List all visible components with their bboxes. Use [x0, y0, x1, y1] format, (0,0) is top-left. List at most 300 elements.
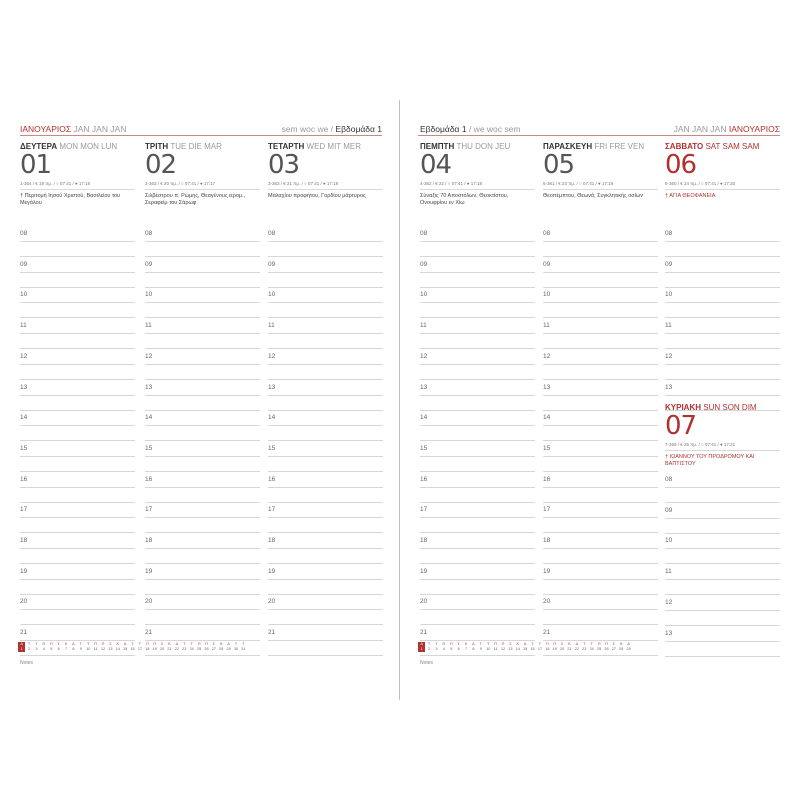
hour-rule: [20, 487, 135, 488]
day-header-02: [145, 142, 260, 207]
left-month-header: [20, 124, 126, 134]
minical-day: [92, 642, 99, 652]
day-name-gr: ΠΑΡΑΣΚΕΥΗ: [543, 142, 593, 151]
half-hour-rule: [420, 287, 535, 288]
hour-label: 20: [420, 598, 428, 606]
minical-day: [595, 642, 602, 652]
hour-label: 09: [665, 260, 673, 268]
minical-day: [55, 642, 62, 652]
day-divider: [665, 189, 780, 190]
minical-date: 18: [545, 647, 550, 651]
minical-day: [136, 642, 143, 652]
minical-weekday: Σ: [560, 642, 564, 646]
minical-weekday: Τ: [234, 642, 238, 646]
day-info: 7-359 / € 25 πμ. / ○ 07:41 / ● 17:21: [665, 442, 736, 447]
minical-date: 6: [457, 647, 460, 651]
hour-label: 19: [543, 567, 551, 575]
minical-weekday: Π: [449, 642, 453, 646]
hour-rule: [20, 456, 135, 457]
hour-label: 15: [145, 444, 153, 452]
half-hour-rule: [420, 471, 535, 472]
hour-rule: [20, 241, 135, 242]
minical-weekday: Τ: [435, 642, 438, 646]
half-hour-rule: [665, 287, 780, 288]
minical-weekday: Τ: [35, 642, 38, 646]
hour-rule: [20, 517, 135, 518]
week-label-other: sem woc we /: [281, 124, 334, 134]
hour-rule: [420, 640, 535, 641]
half-hour-rule: [145, 563, 260, 564]
minical-day: [529, 642, 536, 652]
half-hour-rule: [543, 563, 658, 564]
hour-label: 09: [20, 260, 28, 268]
half-hour-rule: [665, 348, 780, 349]
hour-label: 12: [20, 352, 28, 360]
hour-rule: [268, 364, 383, 365]
day-name-other: WED MIT MER: [306, 142, 362, 151]
half-hour-rule: [268, 440, 383, 441]
hour-rule: [145, 456, 260, 457]
hour-rule: [543, 333, 658, 334]
minical-weekday: Π: [442, 642, 446, 646]
minical-weekday: Τ: [487, 642, 490, 646]
hour-rule: [268, 456, 383, 457]
hour-rule: [145, 425, 260, 426]
minical-date: 2: [28, 647, 31, 651]
hour-rule: [268, 609, 383, 610]
half-hour-rule: [543, 317, 658, 318]
half-hour-rule: [543, 348, 658, 349]
minical-date: 28: [619, 647, 624, 651]
minical-date: 27: [611, 647, 616, 651]
right-page: [400, 0, 800, 800]
minical-day: [225, 642, 232, 652]
day-name-gr: ΠΕΜΠΤΗ: [420, 142, 455, 151]
minical-date: 8: [72, 647, 75, 651]
half-hour-rule: [268, 502, 383, 503]
hour-label: 18: [420, 537, 428, 544]
hour-rule: [420, 517, 535, 518]
hour-rule: [145, 548, 260, 549]
minical-date: 23: [582, 647, 587, 651]
minical-day: [166, 642, 173, 652]
hour-rule: [665, 241, 780, 242]
half-hour-rule: [665, 625, 780, 626]
half-hour-rule: [268, 287, 383, 288]
half-hour-rule: [268, 471, 383, 472]
half-hour-rule: [145, 471, 260, 472]
day-number: 07: [665, 411, 697, 441]
hour-label: 12: [665, 352, 673, 360]
hour-rule: [543, 395, 658, 396]
hour-label: 09: [268, 260, 276, 268]
hour-label: 14: [145, 414, 153, 422]
hour-label: 21: [20, 629, 28, 637]
hour-rule: [665, 641, 780, 642]
half-hour-rule: [543, 379, 658, 380]
minical-date: 5: [50, 647, 53, 651]
half-hour-rule: [665, 256, 780, 257]
minical-date: 21: [167, 647, 172, 651]
minical-weekday: Δ: [523, 642, 527, 646]
minical-date: 24: [589, 647, 594, 651]
month-name-other: JAN JAN JAN: [73, 124, 127, 134]
hour-rule: [420, 364, 535, 365]
nameday-text: Μαλαχίου προφήτου, Γορδίου μάρτυρος: [268, 193, 366, 199]
hour-rule: [145, 640, 260, 641]
hour-label: 20: [145, 598, 153, 606]
half-hour-rule: [420, 563, 535, 564]
day-divider: [420, 189, 535, 190]
minical-day: [40, 642, 47, 652]
hour-rule: [420, 425, 535, 426]
minical-date: 17: [137, 647, 143, 651]
hour-rule: [665, 395, 780, 396]
day-divider: [665, 450, 780, 451]
hour-label: 11: [145, 322, 152, 330]
minical-date: 7: [64, 647, 68, 651]
half-hour-rule: [665, 656, 780, 657]
hour-label: 14: [20, 414, 28, 422]
hour-rule: [268, 302, 383, 303]
hour-label: 14: [420, 414, 428, 422]
hour-label: 15: [20, 444, 28, 452]
hour-label: 10: [268, 291, 276, 299]
month-name-other: JAN JAN JAN: [673, 124, 727, 134]
hour-label: 19: [145, 567, 153, 575]
half-hour-rule: [543, 655, 658, 656]
day-name-other: SUN SON DIM: [703, 403, 757, 412]
hour-rule: [20, 272, 135, 273]
minical-date: 5: [450, 647, 453, 651]
half-hour-rule: [543, 440, 658, 441]
minical-date: 22: [574, 647, 580, 651]
day-header-01: [20, 142, 135, 207]
hour-label: 10: [665, 537, 673, 545]
half-hour-rule: [145, 256, 260, 257]
hour-label: 12: [268, 352, 276, 360]
minical-weekday: Σ: [509, 642, 512, 646]
hour-rule: [20, 548, 135, 549]
minical-day: [521, 642, 528, 652]
half-hour-rule: [665, 379, 780, 380]
half-hour-rule: [145, 655, 260, 656]
minical-date: 12: [100, 647, 106, 651]
minical-weekday: Π: [605, 642, 608, 646]
hour-rule: [420, 579, 535, 580]
hour-label: 10: [543, 291, 551, 299]
minical-date: 23: [182, 647, 187, 651]
minical-date: 25: [196, 647, 202, 651]
day-divider: [543, 189, 658, 190]
day-name-gr: ΚΥΡΙΑΚΗ: [665, 403, 702, 412]
minical-day: [33, 642, 40, 652]
nameday-text: † ΑΓΙΑ ΘΕΟΦΑΝΕΙΑ: [665, 193, 716, 199]
hour-label: 19: [20, 567, 28, 575]
minical-date: 14: [115, 647, 120, 651]
hour-rule: [420, 548, 535, 549]
hour-rule: [268, 241, 383, 242]
minical-day: [470, 642, 477, 652]
half-hour-rule: [420, 410, 535, 411]
minical-weekday: Σ: [160, 642, 164, 646]
day-number: 05: [543, 150, 575, 180]
minical-date: 27: [211, 647, 216, 651]
day-divider: [268, 189, 383, 190]
hour-label: 08: [543, 230, 551, 237]
day-info: 4-362 / € 22 / ○ 07:41 / ● 17:18: [420, 181, 482, 186]
minical-weekday: Δ: [72, 642, 75, 646]
minical-date: 20: [560, 647, 565, 651]
minical-weekday: Τ: [183, 642, 186, 646]
half-hour-rule: [20, 379, 135, 380]
minical-day: [573, 642, 580, 652]
minical-date: 2: [428, 647, 431, 651]
half-hour-rule: [145, 624, 260, 625]
minical-day: [581, 642, 588, 652]
half-hour-rule: [420, 440, 535, 441]
minical-day: [558, 642, 565, 652]
day-name-gr: ΤΕΤΑΡΤΗ: [268, 142, 305, 151]
half-hour-rule: [420, 532, 535, 533]
minical-weekday: Π: [553, 642, 557, 646]
minical-date: 29: [626, 647, 631, 651]
minical-day: [418, 642, 425, 652]
hour-label: 13: [665, 629, 673, 637]
header-rule: [418, 135, 780, 136]
minical-weekday: Τ: [131, 642, 134, 646]
minical-weekday: Π: [145, 642, 149, 646]
day-name-other: TUE DIE MAR: [170, 142, 222, 151]
minical-date: 14: [515, 647, 520, 651]
minical-weekday: Τ: [583, 642, 586, 646]
half-hour-rule: [268, 317, 383, 318]
half-hour-rule: [543, 502, 658, 503]
minical-date: 4: [442, 647, 445, 651]
hour-rule: [145, 579, 260, 580]
minical-day: [173, 642, 180, 652]
day-name-other: THU DON JEU: [456, 142, 511, 151]
minical-day: [625, 642, 632, 652]
hour-label: 08: [20, 230, 28, 237]
minical-date: 9: [79, 647, 82, 651]
hour-label: 12: [665, 598, 673, 606]
minical-day: [158, 642, 165, 652]
half-hour-rule: [145, 410, 260, 411]
hour-rule: [20, 579, 135, 580]
minical-date: 1: [20, 647, 23, 651]
hour-rule: [145, 272, 260, 273]
minical-weekday: Τ: [538, 642, 542, 646]
half-hour-rule: [20, 440, 135, 441]
hour-rule: [268, 425, 383, 426]
hour-rule: [543, 241, 658, 242]
minical-date: 26: [204, 647, 209, 651]
minical-weekday: Σ: [57, 642, 60, 646]
minical-weekday: Κ: [64, 642, 68, 646]
hour-label: 11: [543, 322, 550, 330]
minical-date: 25: [596, 647, 602, 651]
minical-date: 16: [530, 647, 535, 651]
minical-weekday: Δ: [472, 642, 475, 646]
day-number: 04: [420, 150, 452, 180]
hour-label: 21: [145, 629, 153, 637]
half-hour-rule: [543, 287, 658, 288]
half-hour-rule: [20, 624, 135, 625]
hour-rule: [20, 609, 135, 610]
hour-rule: [665, 548, 780, 549]
hour-label: 11: [665, 322, 672, 330]
half-hour-rule: [268, 410, 383, 411]
hour-label: 18: [268, 537, 276, 544]
half-hour-rule: [20, 594, 135, 595]
minical-weekday: Π: [197, 642, 201, 646]
hour-label: 09: [145, 260, 153, 268]
minical-day: [210, 642, 217, 652]
hour-label: 16: [20, 475, 28, 483]
day-name-other: SAT SAM SAM: [705, 142, 760, 151]
half-hour-rule: [420, 317, 535, 318]
hour-rule: [145, 395, 260, 396]
minical-day: [203, 642, 210, 652]
minical-date: 12: [500, 647, 506, 651]
minical-date: 19: [152, 647, 157, 651]
half-hour-rule: [268, 348, 383, 349]
hour-label: 21: [268, 629, 276, 637]
hour-label: 13: [543, 383, 551, 391]
half-hour-rule: [543, 410, 658, 411]
minical-weekday: Δ: [20, 642, 23, 646]
hour-rule: [420, 241, 535, 242]
half-hour-rule: [665, 317, 780, 318]
day-number: 01: [20, 150, 52, 180]
minical-date: 24: [189, 647, 194, 651]
hour-rule: [420, 302, 535, 303]
hour-label: 12: [420, 352, 428, 360]
minical-day: [188, 642, 195, 652]
hour-rule: [268, 395, 383, 396]
minical-date: 13: [108, 647, 113, 651]
minical-day: [129, 642, 136, 652]
minical-day: [107, 642, 114, 652]
hour-label: 14: [543, 414, 551, 422]
half-hour-rule: [543, 624, 658, 625]
day-header-06: [665, 142, 780, 200]
minical-date: 15: [123, 647, 128, 651]
minical-day: [603, 642, 610, 652]
minical-date: 26: [604, 647, 609, 651]
minical-day: [18, 642, 25, 652]
half-hour-rule: [20, 256, 135, 257]
minical-day: [462, 642, 469, 652]
minical-day: [566, 642, 573, 652]
minical-day: [544, 642, 551, 652]
half-hour-rule: [145, 317, 260, 318]
minical-weekday: Σ: [212, 642, 216, 646]
nameday-text: † Περιτομή Ιησού Χριστού, Βασιλείου του Μεγάλου: [20, 193, 121, 206]
minical-weekday: Κ: [464, 642, 468, 646]
hour-rule: [543, 364, 658, 365]
minical-day: [588, 642, 595, 652]
notes-label: Notes: [420, 660, 434, 666]
minical-day: [448, 642, 455, 652]
minical-weekday: Τ: [479, 642, 482, 646]
hour-rule: [420, 609, 535, 610]
minical-weekday: Δ: [575, 642, 579, 646]
minical-date: 8: [472, 647, 475, 651]
hour-rule: [145, 364, 260, 365]
hour-label: 17: [420, 506, 428, 514]
hour-label: 08: [420, 230, 428, 237]
half-hour-rule: [268, 563, 383, 564]
minical-date: 28: [219, 647, 224, 651]
hour-rule: [665, 487, 780, 488]
minical-date: 18: [145, 647, 150, 651]
hour-label: 20: [268, 598, 276, 606]
right-month-header: [674, 124, 780, 134]
half-hour-rule: [20, 563, 135, 564]
half-hour-rule: [145, 532, 260, 533]
half-hour-rule: [420, 502, 535, 503]
hour-rule: [543, 517, 658, 518]
hour-label: 17: [145, 506, 153, 514]
hour-label: 11: [420, 322, 427, 330]
day-name-other: FRI FRE VEN: [594, 142, 645, 151]
hour-label: 13: [145, 383, 153, 391]
hour-label: 20: [20, 598, 28, 606]
notes-label: Notes: [20, 660, 34, 666]
day-name-gr: ΔΕΥΤΕΡΑ: [20, 142, 58, 151]
minical-day: [195, 642, 202, 652]
month-name-gr: ΙΑΝΟΥΑΡΙΟΣ: [728, 124, 780, 134]
hour-label: 15: [268, 444, 276, 452]
half-hour-rule: [268, 379, 383, 380]
hour-rule: [145, 609, 260, 610]
hour-rule: [20, 364, 135, 365]
minical-day: [425, 642, 432, 652]
day-divider: [145, 189, 260, 190]
hour-label: 12: [543, 352, 551, 360]
minical-weekday: Τ: [531, 642, 534, 646]
minical-date: 22: [174, 647, 180, 651]
minical-date: 4: [42, 647, 45, 651]
hour-rule: [268, 579, 383, 580]
hour-rule: [20, 333, 135, 334]
hour-rule: [665, 610, 780, 611]
header-rule: [20, 135, 382, 136]
minical-day: [144, 642, 151, 652]
half-hour-rule: [543, 471, 658, 472]
minical-day: [232, 642, 239, 652]
hour-label: 12: [145, 352, 153, 360]
hour-label: 14: [268, 414, 276, 422]
minical-date: 31: [241, 647, 246, 651]
minical-weekday: Π: [597, 642, 601, 646]
half-hour-rule: [20, 287, 135, 288]
hour-label: 08: [665, 476, 673, 483]
minical-weekday: Κ: [219, 642, 223, 646]
half-hour-rule: [20, 410, 135, 411]
minical-day: [48, 642, 55, 652]
month-strip-right: [418, 642, 632, 652]
hour-rule: [665, 364, 780, 365]
minical-weekday: Π: [49, 642, 53, 646]
hour-rule: [665, 518, 780, 519]
hour-rule: [543, 302, 658, 303]
minical-day: [151, 642, 158, 652]
half-hour-rule: [665, 563, 780, 564]
nameday-text: Σιλβέστρου π. Ρώμης, Θεαγένους ιερομ., Σεραφείμ του Σάρωφ: [145, 193, 246, 206]
